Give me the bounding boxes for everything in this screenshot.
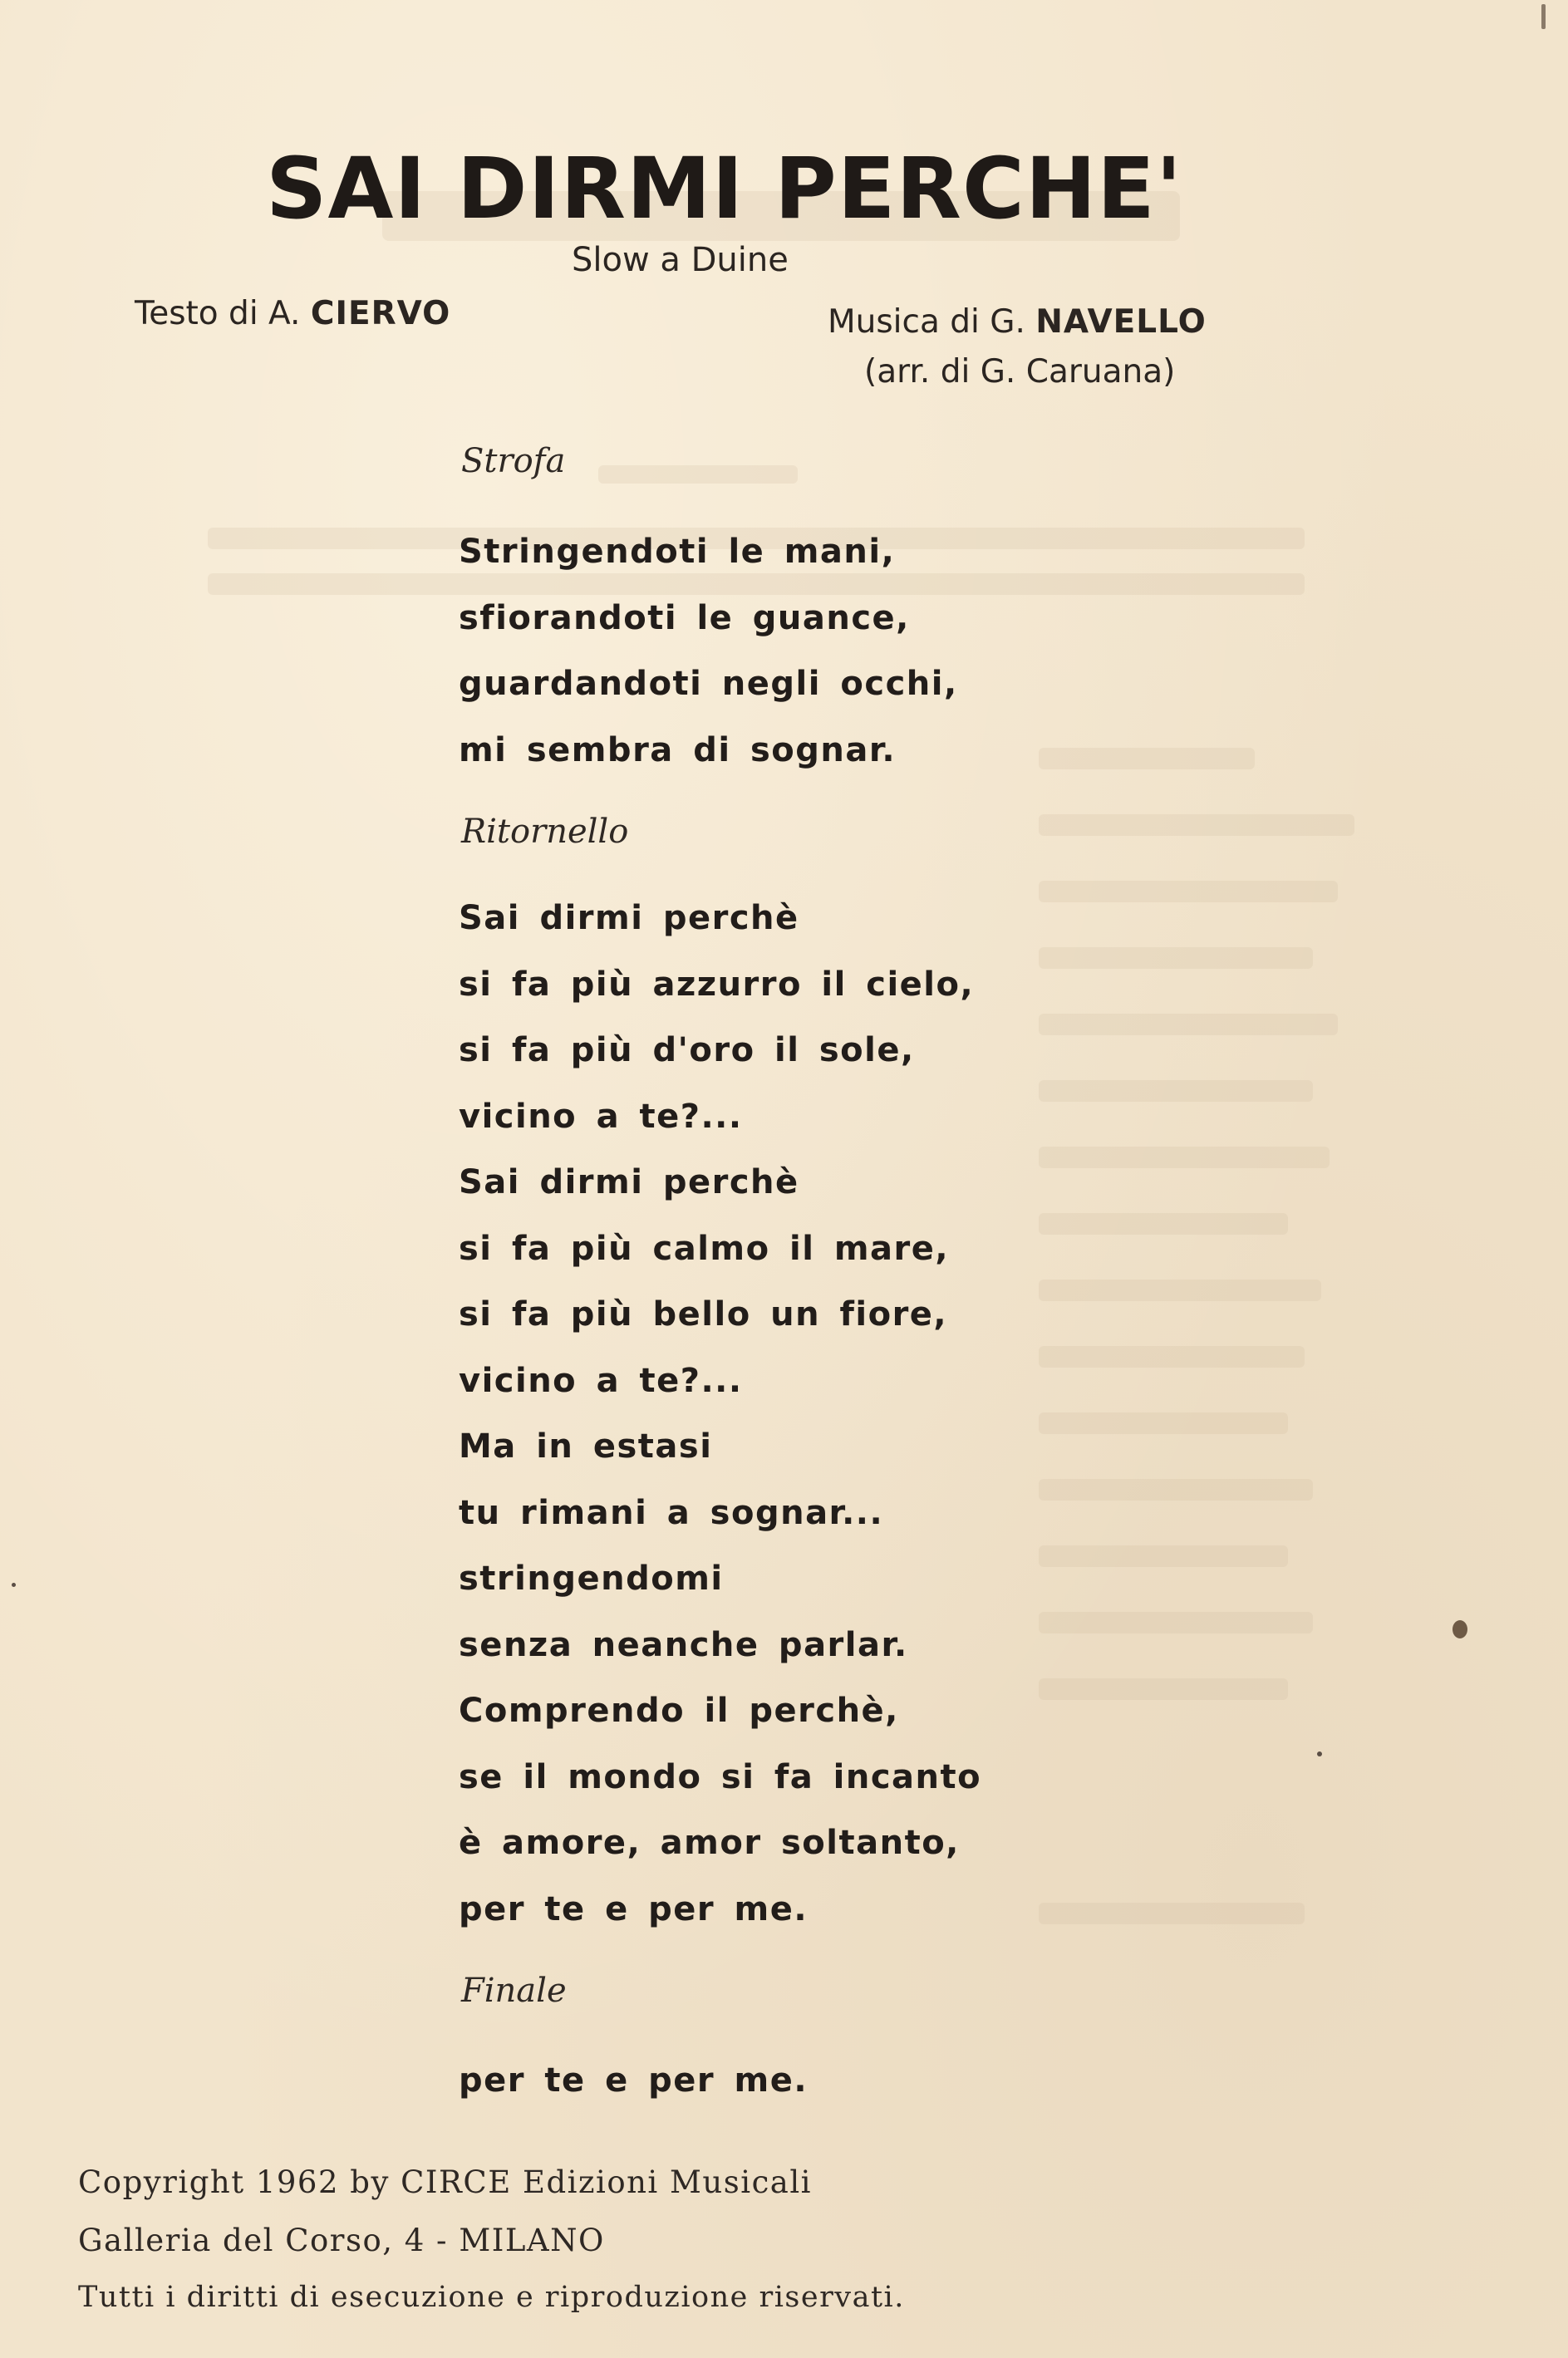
lyricist-prefix: Testo di A.	[135, 295, 301, 332]
lyric-line: senza neanche parlar.	[459, 1625, 908, 1664]
lyric-line: vicino a te?...	[459, 1097, 743, 1136]
arranger-credit: (arr. di G. Caruana)	[864, 353, 1176, 391]
section-heading-strofa: Strofa	[461, 442, 566, 480]
composer-prefix: Musica di G.	[828, 303, 1025, 341]
lyric-line: si fa più azzurro il cielo,	[459, 965, 975, 1004]
lyric-line: sfiorandoti le guance,	[459, 598, 910, 637]
lyric-line: si fa più d'oro il sole,	[459, 1031, 915, 1069]
lyric-line: Stringendoti le mani,	[459, 533, 896, 571]
song-subtitle: Slow a Duine	[572, 241, 789, 279]
lyricist-name: CIERVO	[310, 295, 451, 332]
lyric-line: mi sembra di sognar.	[459, 730, 897, 769]
section-heading-ritornello: Ritornello	[461, 813, 629, 851]
lyric-line: se il mondo si fa incanto	[459, 1757, 982, 1796]
footer-address: Galleria del Corso, 4 - MILANO	[78, 2223, 605, 2258]
lyric-line: Comprendo il perchè,	[459, 1692, 899, 1730]
paper-speck	[12, 1583, 16, 1587]
paper-speck	[1317, 1751, 1322, 1756]
footer-rights: Tutti i diritti di esecuzione e riproduzione riservati.	[78, 2281, 905, 2314]
lyric-line: Ma in estasi	[459, 1427, 713, 1466]
paper-speck	[1452, 1620, 1467, 1638]
lyric-line: per te e per me.	[459, 1889, 809, 1928]
footer-copyright: Copyright 1962 by CIRCE Edizioni Musicali	[78, 2164, 813, 2200]
lyric-line: si fa più calmo il mare,	[459, 1229, 950, 1268]
lyric-line: vicino a te?...	[459, 1361, 743, 1400]
strofa-lyrics	[459, 519, 958, 784]
composer-credit	[828, 303, 1207, 341]
paper-speck	[1541, 4, 1546, 29]
lyric-line: per te e per me.	[459, 2061, 809, 2100]
song-title: SAI DIRMI PERCHE'	[266, 140, 1183, 238]
lyric-line: tu rimani a sognar...	[459, 1493, 884, 1532]
lyricist-credit	[135, 295, 450, 332]
lyric-line: si fa più bello un fiore,	[459, 1295, 948, 1334]
finale-lyrics	[459, 2048, 808, 2115]
ritornello-lyrics	[459, 886, 981, 1943]
composer-name: NAVELLO	[1035, 303, 1207, 341]
lyric-line: guardandoti negli occhi,	[459, 665, 958, 703]
lyric-line: è amore, amor soltanto,	[459, 1824, 960, 1862]
lyric-line: Sai dirmi perchè	[459, 1163, 799, 1201]
lyric-line: Sai dirmi perchè	[459, 899, 799, 937]
lyric-line: stringendomi	[459, 1560, 724, 1598]
section-heading-finale: Finale	[461, 1972, 567, 2010]
